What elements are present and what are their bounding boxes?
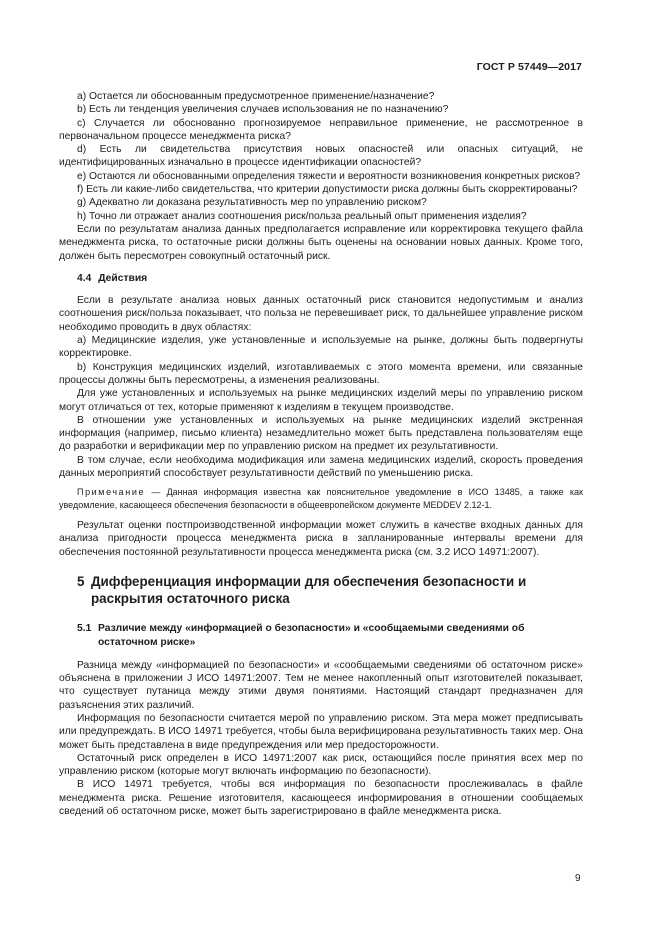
question-c: c) Случается ли обоснованно прогнозируемое неправильное применение, не рассмотренное в первоначальном процессе менеджмента риска? <box>59 117 583 142</box>
paragraph: В том случае, если необходима модификация или замена медицинских изделий, скорость проведения данных мероприятий способствует результативности действий по уменьшению риска. <box>59 454 583 480</box>
paragraph: В отношении уже установленных и используемых на рынке медицинских изделий экстренная информация (например, письмо клиента) незамедлительно может быть представлена пользователям еще до разработки и верификации мер по управлению риском на предмет их результативности. <box>59 414 583 453</box>
chapter-title: Дифференциация информации для обеспечения безопасности и раскрытия остаточного риска <box>91 574 527 606</box>
note <box>59 486 583 511</box>
subsection-heading <box>77 622 583 649</box>
note-label: Примечание <box>77 487 146 498</box>
section-heading <box>77 272 583 285</box>
document-id: ГОСТ Р 57449—2017 <box>476 61 582 73</box>
paragraph: Если в результате анализа новых данных остаточный риск становится недопустимым и анализ соотношения риск/польза показывает, что польза не перевешивает риск, то дальнейшее управление риском необходимо проводить в двух областях: <box>59 295 583 333</box>
section-title: Действия <box>98 272 148 284</box>
question-d: d) Есть ли свидетельства присутствия новых опасностей или опасных ситуаций, не идентифицированных изначально в процессе идентификации опасностей? <box>59 144 583 169</box>
paragraph: Результат оценки постпроизводственной информации может служить в качестве входных данных для анализа пригодности процесса менеджмента риска в запланированные интервалы времени для обеспечения постоянной результативности процесса менеджмента риска (см. 3.2 ИСО 14971:2007). <box>59 520 583 558</box>
paragraph: Для уже установленных и используемых на рынке медицинских изделий меры по управлению риском могут отличаться от тех, которые применяют к изделиям в текущем производстве. <box>59 388 583 413</box>
paragraph: Разница между «информацией по безопасности» и «сообщаемыми сведениями об остаточном риске» объяснена в приложении J ИСО 14971:2007. Тем не менее накопленный опыт изготовителей показывает, что существует путаница между этими двумя понятиями. Настоящий стандарт предназначен для разъяснения этих различий. <box>59 659 583 711</box>
question-a: a) Остается ли обоснованным предусмотренное применение/назначение? <box>77 91 435 102</box>
list-item: а) Медицинские изделия, уже установленные и используемые на рынке, должны быть подвергнуты корректировке. <box>59 335 583 360</box>
chapter-number: 5 <box>77 574 85 590</box>
question-b: b) Есть ли тенденция увеличения случаев использования не по назначению? <box>77 104 449 116</box>
question-g: g) Адекватно ли доказана результативность мер по управлению риском? <box>77 197 427 209</box>
list-item: b) Конструкция медицинских изделий, изготавливаемых с этого момента времени, или связанные процессы должны быть пересмотрены, а изменения реализованы. <box>59 361 583 386</box>
chapter-heading <box>77 574 583 607</box>
subsection-title: Различие между «информацией о безопасности» и «сообщаемыми сведениями об остаточном риске» <box>98 623 525 648</box>
paragraph: Если по результатам анализа данных предполагается исправление или корректировка текущего файла менеджмента риска, то остаточные риски должны быть оценены на основании новых данных. Кроме того, должен быть пересмотрен совокупный остаточный риск. <box>59 223 583 262</box>
paragraph: Остаточный риск определен в ИСО 14971:2007 как риск, остающийся после принятия всех мер по управлению риском (которые могут включать информацию по безопасности). <box>59 752 583 778</box>
page-number: 9 <box>575 873 581 884</box>
paragraph: В ИСО 14971 требуется, чтобы вся информация по безопасности прослеживалась в файле менеджмента риска. Решение изготовителя, касающееся информирования в отношении сообщаемых сведений об остаточном риске, может быть зарегистрировано в файле менеджмента риска. <box>59 779 583 818</box>
question-e: e) Остаются ли обоснованными определения тяжести и вероятности возникновения конкретных рисков? <box>77 170 581 182</box>
section-number: 4.4 <box>77 272 92 284</box>
question-h: h) Точно ли отражает анализ соотношения риск/польза реальный опыт применения изделия? <box>77 210 527 222</box>
page-body <box>59 90 583 818</box>
paragraph: Информация по безопасности считается мерой по управлению риском. Эта мера может предписывать или предупреждать. В ИСО 14971 требуется, чтобы была верифицирована результативность таких мер. Она может быть представлена в виде предупреждения или мер предосторожности. <box>59 712 583 751</box>
note-text: — Данная информация известна как пояснительное уведомление в ИСО 13485, а также как уведомление, касающееся обеспечения безопасности в общеевропейском документе MEDDEV 2.12-1. <box>59 487 583 510</box>
subsection-number: 5.1 <box>77 623 92 635</box>
question-f: f) Есть ли какие-либо свидетельства, что критерии допустимости риска должны быть скорректированы? <box>77 184 578 196</box>
